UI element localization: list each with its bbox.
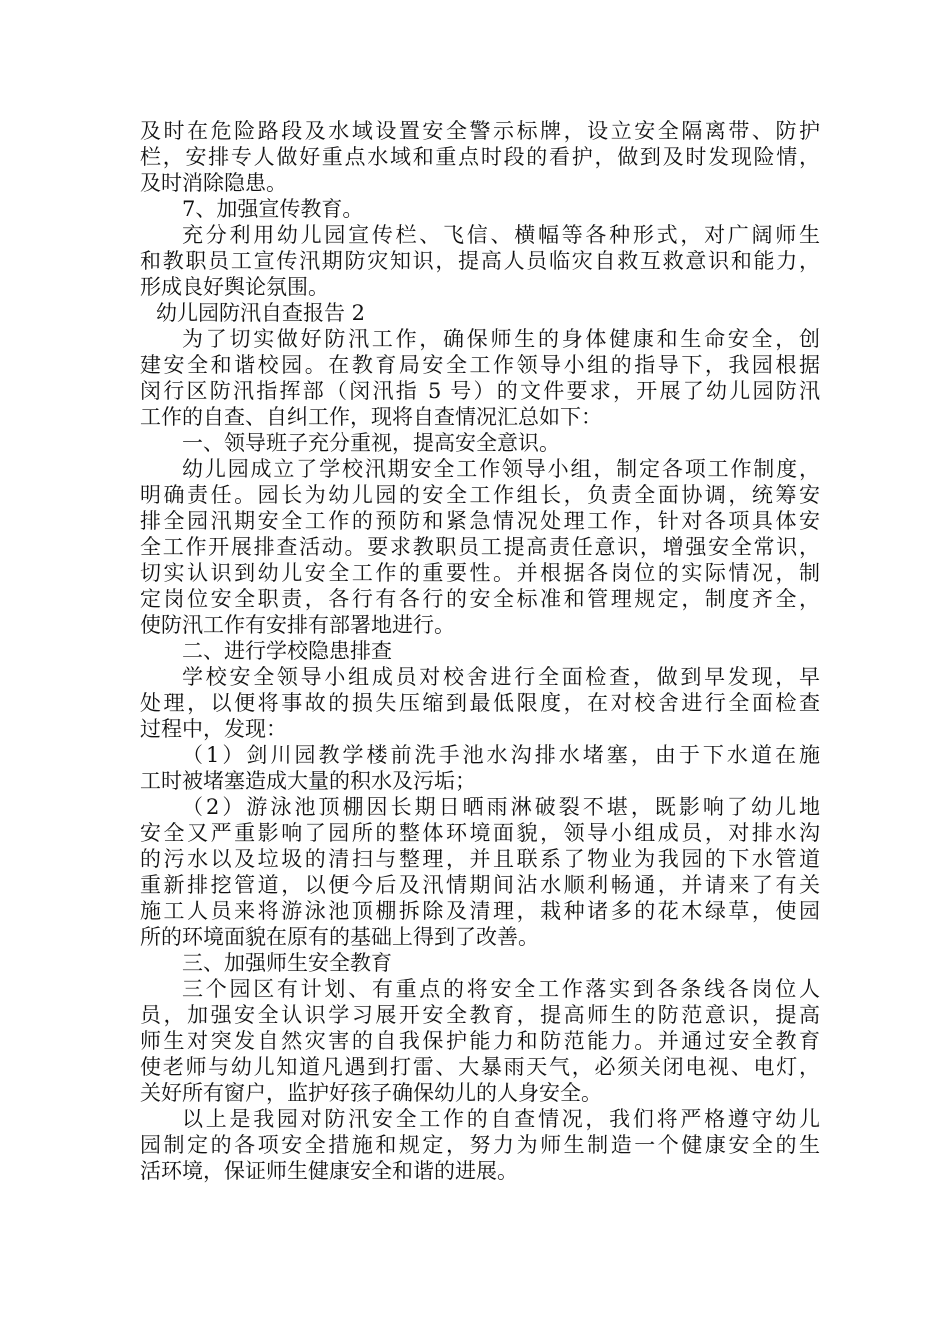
text-line: （1）剑川园教学楼前洗手池水沟排水堵塞，由于下水道在施 [182, 743, 820, 767]
section-heading: 幼儿园防汛自查报告 2 [156, 301, 366, 325]
text-line: 过程中，发现： [140, 717, 287, 741]
text-line: 三个园区有计划、有重点的将安全工作落实到各条线各岗位人 [182, 977, 820, 1001]
text-line: 安全又严重影响了园所的整体环境面貌，领导小组成员，对排水沟 [140, 821, 820, 845]
text-line: 所的环境面貌在原有的基础上得到了改善。 [140, 925, 539, 949]
text-line: 明确责任。园长为幼儿园的安全工作组长，负责全面协调，统筹安 [140, 483, 820, 507]
text-line: 师生对突发自然灾害的自我保护能力和防范能力。并通过安全教育 [140, 1029, 820, 1053]
text-line: 幼儿园成立了学校汛期安全工作领导小组，制定各项工作制度， [182, 457, 820, 481]
text-line: 以上是我园对防汛安全工作的自查情况，我们将严格遵守幼儿 [182, 1107, 820, 1131]
text-line: 重新排挖管道，以便今后及汛情期间沾水顺利畅通，并请来了有关 [140, 873, 820, 897]
text-line: 为了切实做好防汛工作，确保师生的身体健康和生命安全，创 [182, 327, 820, 351]
text-line: 处理，以便将事故的损失压缩到最低限度，在对校舍进行全面检查 [140, 691, 820, 715]
text-line: 工时被堵塞造成大量的积水及污垢； [140, 769, 476, 793]
text-line: 闵行区防汛指挥部（闵汛指 5 号）的文件要求，开展了幼儿园防汛 [140, 379, 820, 403]
text-line: 一、领导班子充分重视，提高安全意识。 [182, 431, 560, 455]
document-body [140, 118, 820, 1184]
text-line: 和教职员工宣传汛期防灾知识，提高人员临灾自救互救意识和能力， [140, 249, 820, 273]
text-line: 二、进行学校隐患排查 [182, 639, 392, 663]
text-line: 的污水以及垃圾的清扫与整理，并且联系了物业为我园的下水管道 [140, 847, 820, 871]
text-line: 充分利用幼儿园宣传栏、飞信、横幅等各种形式，对广阔师生 [182, 223, 820, 247]
text-line: 使老师与幼儿知道凡遇到打雷、大暴雨天气，必须关闭电视、电灯， [140, 1055, 820, 1079]
text-line: 栏，安排专人做好重点水域和重点时段的看护，做到及时发现险情， [140, 145, 820, 169]
text-line: 切实认识到幼儿安全工作的重要性。并根据各岗位的实际情况，制 [140, 561, 820, 585]
text-line: 使防汛工作有安排有部署地进行。 [140, 613, 455, 637]
text-line: （2）游泳池顶棚因长期日晒雨淋破裂不堪，既影响了幼儿地 [182, 795, 820, 819]
text-line: 定岗位安全职责，各行有各行的安全标准和管理规定，制度齐全， [140, 587, 820, 611]
text-line: 活环境，保证师生健康安全和谐的进展。 [140, 1159, 518, 1183]
text-line: 及时消除隐患。 [140, 171, 287, 195]
text-line: 7、加强宣传教育。 [182, 197, 364, 221]
text-line: 工作的自查、自纠工作，现将自查情况汇总如下： [140, 405, 602, 429]
text-line: 形成良好舆论氛围。 [140, 275, 329, 299]
text-line: 及时在危险路段及水域设置安全警示标牌，设立安全隔离带、防护 [140, 119, 820, 143]
text-line: 学校安全领导小组成员对校舍进行全面检查，做到早发现，早 [182, 665, 820, 689]
text-line: 关好所有窗户，监护好孩子确保幼儿的人身安全。 [140, 1081, 602, 1105]
text-line: 排全园汛期安全工作的预防和紧急情况处理工作，针对各项具体安 [140, 509, 820, 533]
text-line: 施工人员来将游泳池顶棚拆除及清理，栽种诸多的花木绿草，使园 [140, 899, 820, 923]
text-line: 员，加强安全认识学习展开安全教育，提高师生的防范意识，提高 [140, 1003, 820, 1027]
text-line: 建安全和谐校园。在教育局安全工作领导小组的指导下，我园根据 [140, 353, 820, 377]
text-line: 园制定的各项安全措施和规定，努力为师生制造一个健康安全的生 [140, 1133, 820, 1157]
text-line: 全工作开展排查活动。要求教职员工提高责任意识，增强安全常识， [140, 535, 820, 559]
text-line: 三、加强师生安全教育 [182, 951, 392, 975]
